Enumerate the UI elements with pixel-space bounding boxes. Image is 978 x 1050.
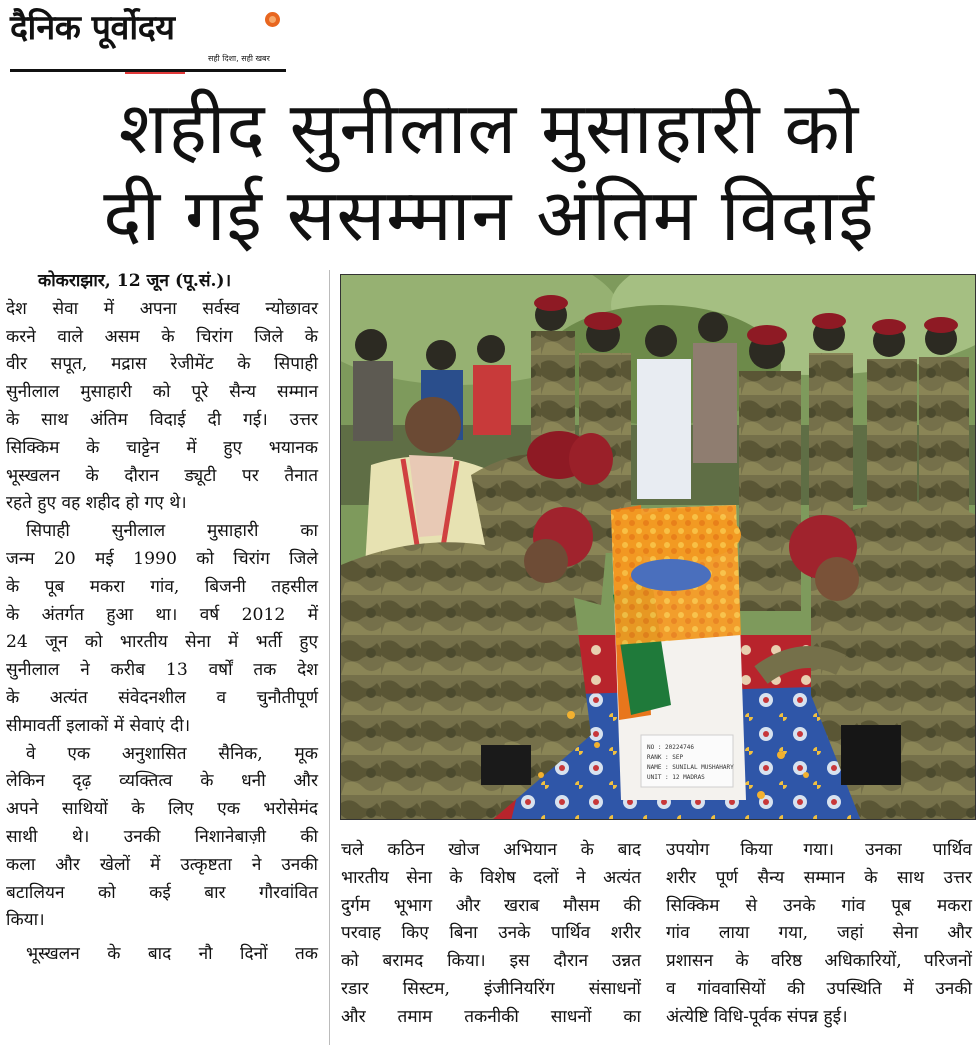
tagline: सही दिशा, सही खबर bbox=[208, 54, 270, 63]
text-line: अपने साथियों के लिए एक भरोसेमंद bbox=[6, 799, 318, 820]
dateline: कोकराझार, 12 जून (पू.सं.)। bbox=[38, 271, 232, 291]
text-line: रडार सिस्टम, इंजीनियरिंग संसाधनों bbox=[341, 978, 641, 999]
text-line: को बरामद किया। इस दौरान उन्नत bbox=[341, 951, 641, 972]
text-line: लेकिन दृढ़ व्यक्तित्व के धनी और bbox=[6, 771, 318, 792]
text-line: सीमावर्ती इलाकों में सेवाएं दी। bbox=[6, 715, 191, 736]
text-line: जन्म 20 मई 1990 को चिरांग जिले bbox=[6, 548, 318, 569]
text-line: बटालियन को कई बार गौरवांवित bbox=[6, 882, 318, 903]
paragraph-3 bbox=[6, 741, 318, 936]
text-line: सुनीलाल मुसाहारी को पूरे सैन्य सम्मान bbox=[6, 382, 318, 403]
text-line: व गांववासियों की उपस्थिति में उनकी bbox=[666, 978, 972, 999]
text-line: चले कठिन खोज अभियान के बाद bbox=[341, 840, 641, 860]
paragraph-1 bbox=[6, 296, 318, 518]
text-line: 24 जून को भारतीय सेना में भर्ती हुए bbox=[6, 632, 318, 653]
text-line: भूस्खलन के बाद नौ दिनों तक bbox=[26, 944, 318, 965]
article-column-2 bbox=[341, 837, 641, 1032]
text-line: शरीर पूर्ण सैन्य सम्मान के साथ उत्तर bbox=[666, 867, 972, 888]
text-line: परवाह किए बिना उनके पार्थिव शरीर bbox=[341, 923, 641, 944]
text-line: भारतीय सेना के विशेष दलों ने अत्यंत bbox=[341, 867, 641, 888]
logo-sun-icon bbox=[265, 12, 280, 27]
coffin-tag bbox=[641, 735, 734, 787]
text-line: अंत्येष्टि विधि-पूर्वक संपन्न हुई। bbox=[666, 1006, 848, 1027]
newspaper-logo: दैनिक पूर्वोदय bbox=[10, 8, 175, 48]
coffin-tag-line: UNIT : 12 MADRAS bbox=[647, 774, 705, 781]
text-line: वे एक अनुशासित सैनिक, मूक bbox=[26, 743, 318, 764]
masthead-rule bbox=[10, 69, 286, 72]
article-column-1 bbox=[6, 268, 318, 969]
text-line: सिपाही सुनीलाल मुसाहारी का bbox=[26, 521, 318, 542]
text-line: के अंतर्गत हुआ था। वर्ष 2012 में bbox=[6, 604, 318, 625]
text-line: सुनीलाल ने करीब 13 वर्षों तक देश bbox=[6, 660, 318, 681]
funeral-scene-illustration bbox=[341, 275, 976, 820]
text-line: भूस्खलन के दौरान ड्यूटी पर तैनात bbox=[6, 465, 318, 486]
text-line: कला और खेलों में उत्कृष्टता ने उनकी bbox=[6, 854, 318, 875]
paragraph-4 bbox=[6, 941, 318, 969]
text-line: उपयोग किया गया। उनका पार्थिव bbox=[666, 840, 972, 860]
text-line: किया। bbox=[6, 910, 45, 931]
text-line: गांव लाया गया, जहां सेना और bbox=[666, 923, 972, 944]
masthead bbox=[10, 6, 286, 74]
text-line: के पूब मकरा गांव, बिजनी तहसील bbox=[6, 576, 318, 597]
text-line: साथी थे। उनकी निशानेबाज़ी की bbox=[6, 826, 318, 847]
article-column-3 bbox=[666, 837, 972, 1032]
text-line: दुर्गम भूभाग और खराब मौसम की bbox=[341, 895, 641, 916]
news-photo bbox=[340, 274, 976, 820]
text-line: प्रशासन के वरिष्ठ अधिकारियों, परिजनों bbox=[666, 951, 972, 972]
text-line: सिक्किम से उनके गांव पूब मकरा bbox=[666, 895, 972, 916]
text-line: करने वाले असम के चिरांग जिले के bbox=[6, 326, 318, 347]
coffin-tag-line: NAME : SUNILAL MUSHAHARY bbox=[647, 764, 734, 771]
column-divider bbox=[329, 270, 330, 1045]
text-line: वीर सपूत, मद्रास रेजीमेंट के सिपाही bbox=[6, 354, 318, 375]
text-line: और तमाम तकनीकी साधनों का bbox=[341, 1006, 641, 1027]
text-line: देश सेवा में अपना सर्वस्व न्योछावर bbox=[6, 298, 318, 319]
coffin-tag-line: NO : 20224746 bbox=[647, 744, 694, 751]
headline-line-1: शहीद सुनीलाल मुसाहारी को bbox=[118, 86, 860, 170]
text-line: के साथ अंतिम विदाई दी गई। उत्तर bbox=[6, 409, 318, 430]
headline-line-2: दी गई ससम्मान अंतिम विदाई bbox=[103, 173, 875, 257]
text-line: के अत्यंत संवेदनशील व चुनौतीपूर्ण bbox=[6, 687, 318, 708]
coffin-tag-line: RANK : SEP bbox=[647, 754, 684, 761]
text-line: सिक्किम के चाट्टेन में हुए भयानक bbox=[6, 437, 318, 458]
text-line: रहते हुए वह शहीद हो गए थे। bbox=[6, 493, 187, 514]
paragraph-2 bbox=[6, 518, 318, 740]
